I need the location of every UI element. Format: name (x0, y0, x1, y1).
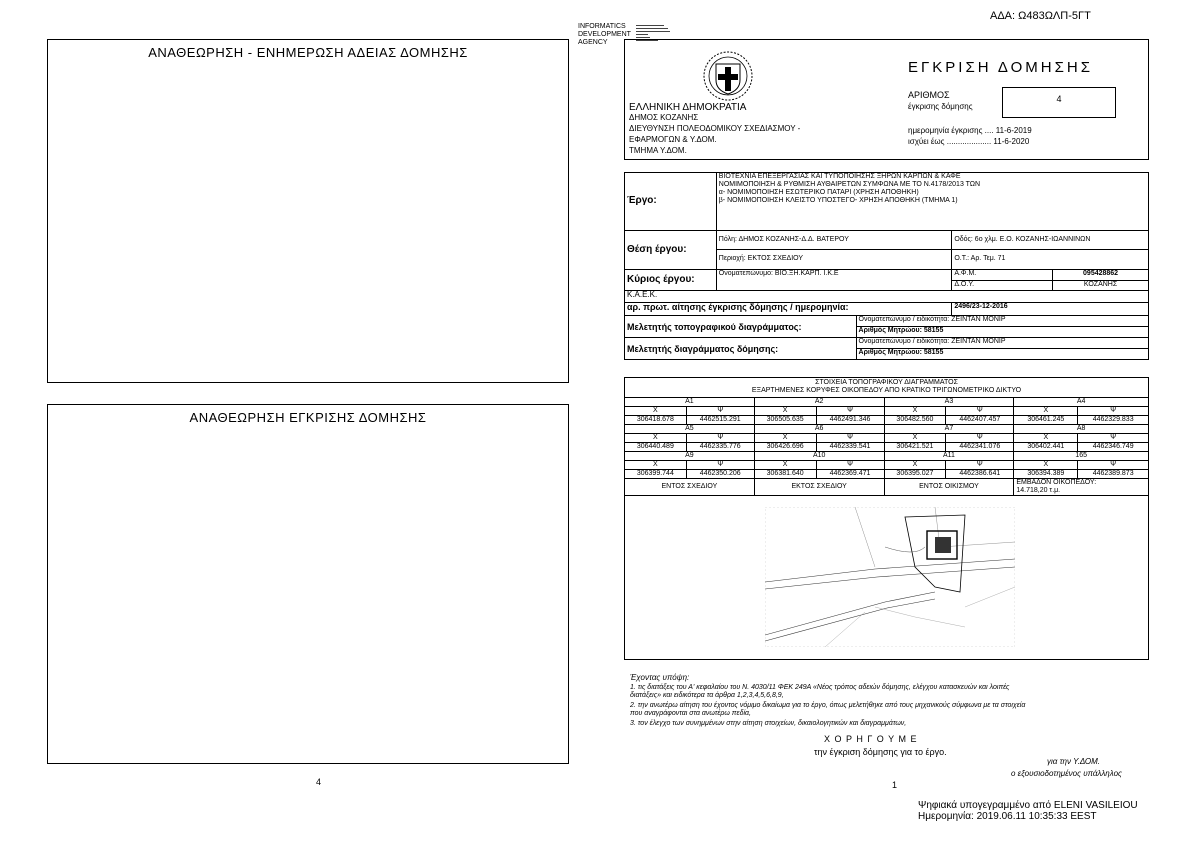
y-header: Ψ (946, 461, 1014, 470)
kaek-label: Κ.Α.Ε.Κ. (625, 291, 1149, 303)
right-page-number: 1 (892, 780, 898, 790)
point-name: Α8 (1014, 425, 1149, 434)
plot-area-value: 14.718,20 τ.μ. (1016, 487, 1061, 494)
owner-label: Κύριος έργου: (625, 269, 717, 291)
org-line-1: ΕΛΛΗΝΙΚΗ ΔΗΜΟΚΡΑΤΙΑ (629, 102, 747, 113)
logo-line-3: AGENCY (578, 39, 608, 46)
x-value: 306426.696 (754, 443, 816, 452)
decision-line: διατάξεις» και ειδικότερα τα άρθρα 1,2,3,4,5,6,8,9, (630, 692, 784, 699)
org-line-5: ΤΜΗΜΑ Υ.ΔΟΜ. (629, 146, 687, 155)
point-name: Α2 (754, 398, 884, 407)
y-value: 4462389.873 (1078, 470, 1149, 479)
y-header: Ψ (686, 407, 754, 416)
status-outside-plan: ΕΚΤΟΣ ΣΧΕΔΙΟΥ (754, 479, 884, 496)
x-value: 306440.489 (625, 443, 687, 452)
x-header: Χ (1014, 407, 1078, 416)
plan-name: Ονοματεπώνυμο / ειδικότητα: ΖΕΙΝΤΑΝ ΜΟΝΙΡ (856, 338, 1148, 349)
x-value: 306402.441 (1014, 443, 1078, 452)
org-line-3: ΔΙΕΥΘΥΝΣΗ ΠΟΛΕΟΔΟΜΙΚΟΥ ΣΧΕΔΙΑΣΜΟΥ - (629, 124, 801, 133)
status-inside-settlement: ΕΝΤΟΣ ΟΙΚΙΣΜΟΥ (884, 479, 1014, 496)
decision-text (630, 673, 1150, 728)
x-value: 306461.245 (1014, 416, 1078, 425)
project-line: β- ΝΟΜΙΜΟΠΟΙΗΣΗ ΚΛΕΙΣΤΟ ΥΠΟΣΤΕΓΟ- ΧΡΗΣΗ ΑΠΟΘΗΚΗ (ΤΜΗΜΑ 1) (718, 197, 958, 204)
y-header: Ψ (946, 434, 1014, 443)
y-header: Ψ (686, 434, 754, 443)
project-line: ΒΙΟΤΕΧΝΙΑ ΕΠΕΞΕΡΓΑΣΙΑΣ ΚΑΙ ΤΥΠΟΠΟΙΗΣΗΣ ΞΗΡΩΝ ΚΑΡΠΩΝ & ΚΑΦΕ (718, 173, 961, 180)
x-value: 306395.027 (884, 470, 946, 479)
project-line: α- ΝΟΜΙΜΟΠΟΙΗΣΗ ΕΣΩΤΕΡΙΚΟ ΠΑΤΑΡΙ (ΧΡΗΣΗ ΑΠΟΘΗΚΗ) (718, 189, 919, 196)
x-header: Χ (625, 407, 687, 416)
coordinates-table (624, 397, 1149, 496)
y-header: Ψ (1078, 434, 1149, 443)
org-line-2: ΔΗΜΟΣ ΚΟΖΑΝΗΣ (629, 113, 699, 122)
x-header: Χ (754, 434, 816, 443)
x-header: Χ (1014, 434, 1078, 443)
protocol-label: αρ. πρωτ. αίτησης έγκρισης δόμησης / ημερομηνία: (625, 303, 952, 316)
x-header: Χ (754, 407, 816, 416)
x-value: 306381.640 (754, 470, 816, 479)
document-title: ΕΓΚΡΙΣΗ ΔΟΜΗΣΗΣ (908, 59, 1093, 76)
point-name: Α11 (884, 452, 1014, 461)
area: Περιοχή: ΕΚΤΟΣ ΣΧΕΔΙΟΥ (716, 250, 952, 270)
y-value: 4462369.471 (816, 470, 884, 479)
y-header: Ψ (816, 461, 884, 470)
topo-name: Ονοματεπώνυμο / ειδικότητα: ΖΕΙΝΤΑΝ ΜΟΝΙΡ (856, 316, 1148, 327)
approval-number-box (1002, 87, 1116, 118)
plot-area-label: ΕΜΒΑΔΟΝ ΟΙΚΟΠΕΔΟΥ: (1016, 479, 1097, 486)
number-label: ΑΡΙΘΜΟΣ (908, 90, 950, 100)
y-header: Ψ (1078, 407, 1149, 416)
afm-label: Α.Φ.Μ. (952, 269, 1053, 280)
decision-intro: Έχοντας υπόψη: (630, 673, 690, 682)
number-sublabel: έγκρισης δόμησης (908, 102, 973, 111)
project-label: Έργο: (625, 173, 717, 231)
y-value: 4462346.749 (1078, 443, 1149, 452)
organization-block (629, 102, 800, 155)
revision-update-title: ΑΝΑΘΕΩΡΗΣΗ - ΕΝΗΜΕΡΩΣΗ ΑΔΕΙΑΣ ΔΟΜΗΣΗΣ (148, 45, 468, 60)
y-header: Ψ (816, 407, 884, 416)
grant-word: Χ Ο Ρ Η Γ Ο Υ Μ Ε (824, 734, 918, 744)
revision-approval-panel (47, 404, 569, 764)
topo-reg: Αριθμός Μητρώου: 58155 (856, 327, 1148, 338)
topo-label: Μελετητής τοπογραφικού διαγράμματος: (625, 316, 857, 338)
grant-text: την έγκριση δόμησης για το έργο. (814, 747, 947, 757)
x-value: 306421.521 (884, 443, 946, 452)
decision-line: 2. την ανωτέρω αίτηση του έχοντος νόμιμο δικαίωμα για το έργο, όπως μελετήθηκε από τους μηχανικούς σύμφωνα με τα στοιχεία (630, 702, 1026, 709)
y-header: Ψ (1078, 461, 1149, 470)
x-header: Χ (625, 461, 687, 470)
y-value: 4462350.206 (686, 470, 754, 479)
point-name: Α10 (754, 452, 884, 461)
decision-line: 1. τις διατάξεις του Α' κεφαλαίου του Ν. 4030/11 ΦΕΚ 249Α «Νέος τρόπος αδειών δόμησης, ελέγχου κατασκευών και λοιπές (630, 684, 1010, 691)
greek-emblem-icon (702, 50, 754, 102)
logo-line-2: DEVELOPMENT (578, 31, 631, 38)
afm-value: 095428862 (1053, 269, 1149, 280)
topographic-box (624, 377, 1149, 660)
status-inside-plan: ΕΝΤΟΣ ΣΧΕΔΙΟΥ (625, 479, 755, 496)
x-header: Χ (625, 434, 687, 443)
location-label: Θέση έργου: (625, 230, 717, 269)
header-box (624, 39, 1149, 160)
issue-date: ημερομηνία έγκρισης .... 11-6-2019 (908, 126, 1032, 135)
point-name: Α6 (754, 425, 884, 434)
project-line: ΝΟΜΙΜΟΠΟΙΗΣΗ & ΡΥΘΜΙΣΗ ΑΥΘΑΙΡΕΤΩΝ ΣΥΜΦΩΝΑ ΜΕ ΤΟ Ν.4178/2013 ΤΩΝ (718, 181, 981, 188)
ada-number: ΑΔΑ: Ω483ΩΛΠ-5ΓΤ (990, 10, 1091, 22)
topo-title-2: ΕΞΑΡΤΗΜΕΝΕΣ ΚΟΡΥΦΕΣ ΟΙΚΟΠΕΔΟΥ ΑΠΟ ΚΡΑΤΙΚΟ ΤΡΙΓΩΝΟΜΕΤΡΙΚΟ ΔΙΚΤΥΟ (751, 387, 1022, 394)
plan-label: Μελετητής διαγράμματος δόμησης: (625, 338, 857, 360)
logo-line-1: INFORMATICS (578, 23, 626, 30)
x-value: 306399.744 (625, 470, 687, 479)
y-header: Ψ (816, 434, 884, 443)
decision-line: που αναγράφονται στα ανωτέρω πεδία, (630, 710, 751, 717)
x-value: 306394.389 (1014, 470, 1078, 479)
y-value: 4462339.541 (816, 443, 884, 452)
point-name: 165 (1014, 452, 1149, 461)
point-name: Α5 (625, 425, 755, 434)
point-name: Α9 (625, 452, 755, 461)
point-name: Α7 (884, 425, 1014, 434)
revision-approval-title: ΑΝΑΘΕΩΡΗΣΗ ΕΓΚΡΙΣΗΣ ΔΟΜΗΣΗΣ (189, 410, 427, 425)
y-value: 4462335.776 (686, 443, 754, 452)
x-header: Χ (884, 407, 946, 416)
plot-area (1014, 479, 1149, 496)
plan-reg: Αριθμός Μητρώου: 58155 (856, 349, 1148, 360)
decision-line: 3. τον έλεγχο των συνημμένων στην αίτηση στοιχείων, δικαιολογητικών και διαγραμμάτων, (630, 720, 907, 727)
y-value: 4462491.346 (816, 416, 884, 425)
x-value: 306482.560 (884, 416, 946, 425)
x-header: Χ (1014, 461, 1078, 470)
doy-value: ΚΟΖΑΝΗΣ (1053, 280, 1149, 291)
street: Οδός: 6ο χλμ. Ε.Ο. ΚΟΖΑΝΗΣ-ΙΩΑΝΝΙΝΩΝ (952, 230, 1149, 250)
signature-for: για την Υ.ΔΟΜ. (1047, 757, 1100, 766)
y-header: Ψ (686, 461, 754, 470)
city: Πόλη: ΔΗΜΟΣ ΚΟΖΑΝΗΣ-Δ.Δ. ΒΑΤΕΡΟΥ (716, 230, 952, 250)
y-value: 4462386.641 (946, 470, 1014, 479)
y-value: 4462407.457 (946, 416, 1014, 425)
digital-signature (918, 800, 1138, 822)
x-header: Χ (884, 461, 946, 470)
x-value: 306505.635 (754, 416, 816, 425)
y-value: 4462341.076 (946, 443, 1014, 452)
point-name: Α1 (625, 398, 755, 407)
revision-update-panel (47, 39, 569, 383)
project-description (716, 173, 1148, 231)
signature-line-1: Ψηφιακά υπογεγραμμένο από ELENI VASILEIOU (918, 800, 1138, 811)
doy-label: Δ.Ο.Υ. (952, 280, 1053, 291)
topo-title-1: ΣΤΟΙΧΕΙΑ ΤΟΠΟΓΡΑΦΙΚΟΥ ΔΙΑΓΡΑΜΜΑΤΟΣ (815, 379, 958, 386)
org-line-4: ΕΦΑΡΜΟΓΩΝ & Υ.ΔΟΜ. (629, 135, 717, 144)
x-header: Χ (754, 461, 816, 470)
protocol-value: 2496/23-12-2016 (952, 303, 1149, 316)
valid-until: ισχύει έως .................... 11-6-2020 (908, 137, 1030, 146)
point-name: Α4 (1014, 398, 1149, 407)
approval-number: 4 (1056, 94, 1062, 104)
signature-line-2: Ημερομηνία: 2019.06.11 10:35:33 EEST (918, 811, 1097, 822)
project-info-table (624, 172, 1149, 360)
x-header: Χ (884, 434, 946, 443)
y-value: 4462329.833 (1078, 416, 1149, 425)
y-value: 4462515.291 (686, 416, 754, 425)
point-name: Α3 (884, 398, 1014, 407)
left-page-number: 4 (316, 777, 322, 787)
ot: Ο.Τ.: Αρ. Τεμ. 71 (952, 250, 1149, 270)
site-plan-drawing (765, 507, 1015, 647)
owner-name: Ονοματεπώνυμο: ΒΙΟ.ΞΗ.ΚΑΡΠ. Ι.Κ.Ε (716, 269, 952, 291)
y-header: Ψ (946, 407, 1014, 416)
x-value: 306418.678 (625, 416, 687, 425)
signature-officer: ο εξουσιοδοτημένος υπάλληλος (1011, 769, 1122, 778)
